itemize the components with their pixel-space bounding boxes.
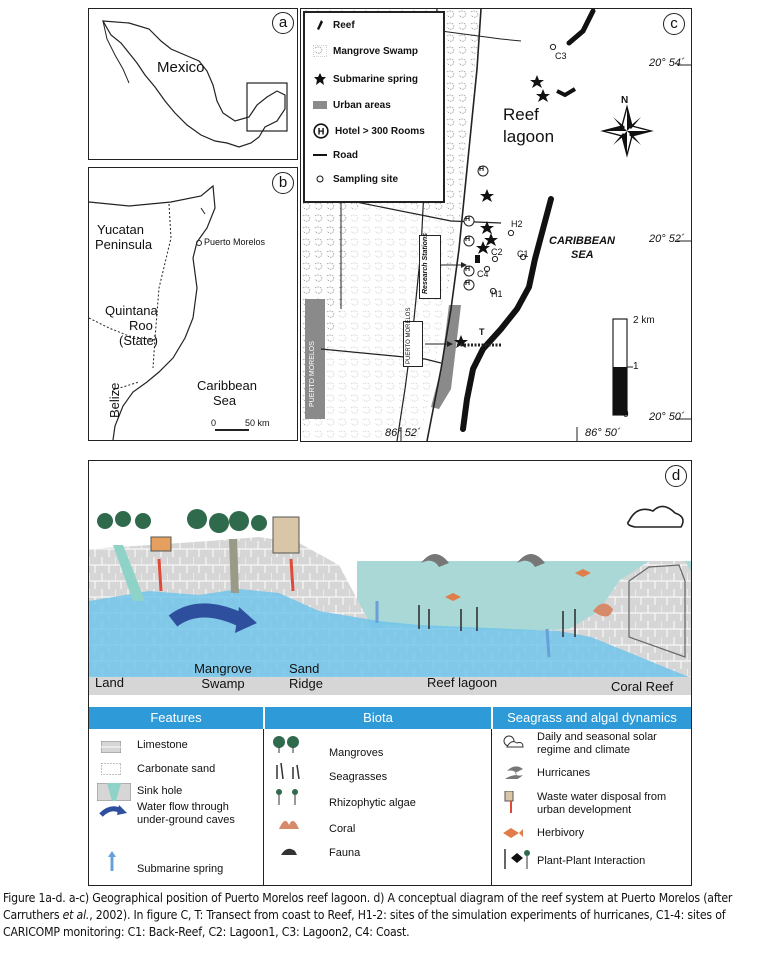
biota-seagrasses: Seagrasses [329, 771, 388, 783]
hotel-marker: H [465, 216, 471, 223]
country-label: Mexico [157, 59, 205, 76]
scale-mid-label: 1 [633, 361, 639, 372]
sea-label-line1: Caribbean [197, 378, 257, 393]
puerto-morelos-box-label: PUERTO MORELOS [406, 307, 412, 364]
reef-lagoon-label-line1: Reef [503, 105, 539, 124]
feature-sink-hole: Sink hole [137, 785, 183, 797]
legend-item-hotel: H Hotel > 300 Rooms [313, 123, 425, 139]
sampling-site-icon [313, 173, 327, 185]
panel-a-mexico-map [88, 8, 298, 160]
state-label-line2: Roo [129, 318, 153, 333]
scale-end-label: 50 km [245, 418, 270, 428]
mangrove-icon [271, 735, 301, 753]
road-icon [313, 149, 327, 161]
zone-sand-ridge: Sand Ridge [289, 661, 323, 691]
rhizophytic-algae-icon [273, 787, 303, 805]
biota-fauna: Fauna [329, 847, 361, 859]
feature-submarine-spring: Submarine spring [137, 863, 224, 875]
feature-limestone: Limestone [137, 739, 188, 751]
cross-section-diagram [89, 461, 691, 711]
state-label-line3: (State) [119, 333, 159, 348]
site-h2: H2 [511, 219, 523, 229]
site-c3: C3 [555, 51, 567, 61]
figure-caption [3, 890, 779, 941]
carbonate-sand-icon [101, 763, 121, 775]
herbivory-fish-icon [501, 827, 523, 839]
zone-reef-lagoon: Reef lagoon [427, 675, 498, 690]
puerto-morelos-road-label: PUERTO MORELOS [309, 341, 316, 407]
legend-item-reef: Reef [313, 19, 355, 31]
zone-coral-reef: Coral Reef [611, 679, 674, 694]
puerto-morelos-box [403, 307, 423, 367]
lon-label-1: 86° 52´ [385, 427, 421, 439]
sun-cloud-icon [501, 733, 525, 751]
biota-mangroves: Mangroves [329, 747, 384, 759]
svg-text:H: H [317, 126, 325, 137]
panel-b-yucatan-map [88, 167, 298, 441]
key-divider [491, 729, 492, 885]
sink-hole-icon [97, 783, 131, 801]
hotel-marker: H [465, 236, 471, 243]
caption-part2: , 2002). In figure C, T: Transect from coast to Reef, H1-2: sites of the simulation experiments of hurricanes, C1-4: sites of CARICOMP monitoring: C1: Back-Reef, C2: Lagoon1, C3: Lagoon2, C4: Coast. [3, 908, 726, 939]
urban-area-icon [313, 99, 327, 111]
sea-label-line2: Sea [213, 393, 237, 408]
lon-label-2: 86° 50´ [585, 427, 621, 439]
water-flow-arrow-icon [99, 803, 129, 819]
site-t: T [479, 327, 485, 337]
lat-label-1: 20° 54´ [649, 57, 685, 69]
state-label-line1: Quintana [105, 303, 158, 318]
reef-icon [313, 19, 327, 31]
panel-c-local-map [300, 8, 692, 442]
scale-bottom-label: 0 [623, 409, 629, 420]
belize-label: Belize [107, 382, 122, 418]
yucatan-label-line1: Yucatan [97, 222, 144, 237]
north-label: N [621, 95, 629, 106]
zone-land: Land [95, 675, 124, 690]
site-h1: H1 [491, 289, 503, 299]
legend-item-urban: Urban areas [313, 99, 391, 111]
coral-icon [277, 813, 301, 831]
caribbean-sea-label-line1: CARIBBEAN [549, 235, 615, 247]
legend-item-mangrove: Mangrove Swamp [313, 45, 418, 57]
biota-coral: Coral [329, 823, 356, 835]
reef-lagoon-label-line2: lagoon [503, 127, 555, 146]
panel-label-b: b [272, 172, 294, 194]
plant-interaction-icon [501, 847, 531, 869]
key-divider [263, 729, 264, 885]
hotel-marker: H [479, 166, 485, 173]
header-dynamics: Seagrass and algal dynamics [493, 707, 691, 729]
zone-mangrove-swamp: Mangrove Swamp [194, 661, 252, 691]
hotel-marker: H [465, 280, 471, 287]
dynamics-solar-regime: Daily and seasonal solar regime and climate [537, 731, 657, 756]
header-features: Features [89, 707, 263, 729]
dynamics-waste-water: Waste water disposal from urban development [537, 791, 667, 816]
lat-label-2: 20° 52´ [649, 233, 685, 245]
waste-water-icon [503, 791, 519, 813]
research-stations-label: Research Stations [422, 232, 429, 294]
lat-label-3: 20° 50´ [649, 411, 685, 423]
legend-item-road: Road [313, 149, 358, 161]
yucatan-label-line2: Peninsula [95, 237, 153, 252]
scale-start-label: 0 [211, 418, 217, 428]
mexico-outline [89, 9, 297, 159]
hurricane-icon [503, 765, 525, 779]
panel-label-c: c [663, 13, 685, 35]
submarine-spring-icon [107, 851, 117, 871]
star-icon [313, 73, 327, 85]
biota-rhizophytic-algae: Rhizophytic algae [329, 797, 416, 809]
site-c1: C1 [517, 249, 529, 259]
header-biota: Biota [265, 707, 491, 729]
dynamics-herbivory: Herbivory [537, 827, 585, 839]
limestone-icon [101, 741, 121, 753]
caribbean-sea-label-line2: SEA [571, 249, 594, 261]
legend-item-sampling: Sampling site [313, 173, 398, 185]
scale-top-label: 2 km [633, 315, 655, 326]
caption-et-al: et al. [62, 908, 90, 922]
feature-water-flow: Water flow through under-ground caves [137, 801, 235, 826]
town-label: Puerto Morelos [204, 237, 266, 247]
site-c2: C2 [491, 247, 503, 257]
fauna-icon [279, 841, 299, 857]
panel-label-a: a [272, 12, 294, 34]
map-legend [303, 11, 445, 203]
panel-d-conceptual-diagram [88, 460, 692, 886]
caption-part1: Figure 1a-d. a-c) Geographical position of Puerto Morelos reef lagoon. d) A conceptual diagram of the reef system at Puerto Morelos (after Carruthers [3, 891, 733, 922]
hotel-marker: H [465, 266, 471, 273]
feature-carbonate-sand: Carbonate sand [137, 763, 216, 775]
seagrass-icon [273, 761, 303, 779]
dynamics-hurricanes: Hurricanes [537, 767, 591, 779]
mangrove-swamp-icon [313, 45, 327, 57]
site-c4: C4 [477, 269, 489, 279]
dynamics-plant-interaction: Plant-Plant Interaction [537, 855, 646, 867]
panel-label-d: d [665, 465, 687, 487]
research-stations-box [419, 232, 441, 299]
legend-item-spring: Submarine spring [313, 73, 418, 85]
hotel-icon [313, 123, 329, 139]
